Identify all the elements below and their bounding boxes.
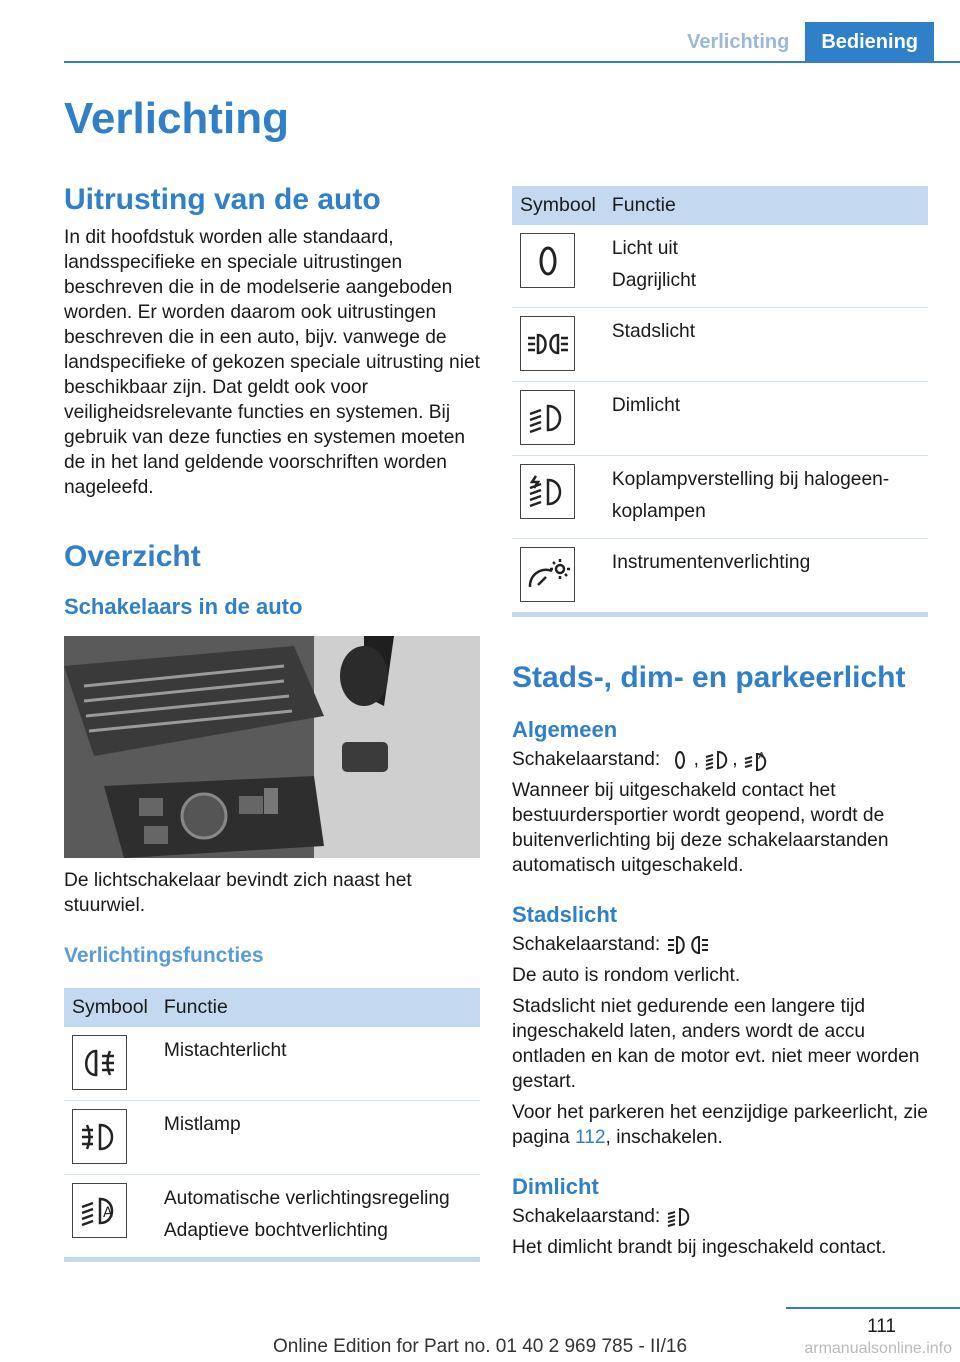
table-row (512, 225, 928, 308)
parking-light-icon (666, 934, 710, 956)
table-row (512, 308, 928, 382)
function-text: Koplampverstelling bij halogeen-koplampen (604, 456, 928, 539)
col-header-symbol: Symbool (64, 988, 156, 1027)
subtitle-low-beam: Dimlicht (512, 1174, 599, 1199)
photo-caption: De lichtschakelaar bevindt zich naast het stuurwiel. (64, 870, 412, 916)
low-beam-paragraph: Het dimlicht brandt bij ingeschakeld contact. (512, 1237, 887, 1258)
headlight-range-icon (520, 464, 575, 519)
table-row (512, 382, 928, 456)
fog-lamp-icon (72, 1109, 127, 1164)
left-column (64, 183, 480, 1262)
footer-rule (786, 1307, 960, 1309)
table-row (64, 1027, 480, 1101)
equipment-paragraph: In dit hoofdstuk worden alle standaard, landsspecifieke en speciale uitrustingen beschreven die in de modelserie aangeboden worden. Er worden daarom ook uitrustingen beschreven die in een auto, bijv. vanwege de landspecifieke of gekozen speciale uitrusting niet beschikbaar zijn. Dat geldt ook voor veiligheidsrelevante functies en systemen. Bij gebruik van deze functies en systemen moeten de in het land geldende voorschriften worden nageleefd. (64, 227, 480, 498)
subtitle-light-functions: Verlichtingsfuncties (64, 944, 264, 967)
tab-verlichting[interactable]: Verlichting (687, 31, 790, 53)
parking-paragraph-2: Stadslicht niet gedurende een langere tijd ingeschakeld laten, anders wordt de accu ontladen en kan de motor evt. niet meer worden gestart. (512, 996, 920, 1092)
table-header (512, 186, 928, 225)
function-text: Automatische verlichtingsregeling Adaptieve bochtverlichting (163, 1188, 450, 1241)
light-functions-table-left (64, 988, 480, 1257)
function-text: Licht uit Dagrijlicht (604, 225, 928, 308)
svg-text:A: A (757, 750, 765, 762)
table-header (64, 988, 480, 1027)
light-off-icon (520, 233, 575, 288)
switch-positions-line: Schakelaarstand: , , A (512, 747, 928, 772)
switch-position-low-beam: Schakelaarstand: (512, 1204, 928, 1229)
edition-line: Online Edition for Part no. 01 40 2 969 785 - II/16 (272, 1336, 688, 1357)
page-link-112[interactable]: 112 (574, 1127, 606, 1148)
light-functions-table-right (512, 186, 928, 612)
light-off-icon (666, 749, 694, 771)
general-paragraph: Wanneer bij uitgeschakeld contact het bestuurdersportier wordt geopend, wordt de buitenverlichting bij deze schakelaarstanden automatisch uitgeschakeld. (512, 780, 889, 876)
subtitle-parking-light: Stadslicht (512, 902, 618, 927)
dashboard-illustration (64, 636, 480, 858)
tab-bediening[interactable]: Bediening (805, 22, 934, 62)
chapter-tabs (671, 22, 934, 62)
function-text: Mistlamp (156, 1101, 480, 1175)
subtitle-switches: Schakelaars in de auto (64, 594, 303, 619)
parking-paragraph-3: Voor het parkeren het eenzijdige parkeerlicht, zie pagina 112, inschakelen. (512, 1102, 928, 1148)
subtitle-general: Algemeen (512, 717, 618, 742)
function-text: Instrumentenverlichting (611, 552, 811, 573)
function-text: Mistachterlicht (156, 1027, 480, 1101)
section-title-equipment: Uitrusting van de auto (64, 183, 381, 216)
page-title: Verlichting (64, 94, 289, 143)
table-bottom-rule (512, 612, 928, 617)
light-switch-photo (64, 636, 480, 858)
col-header-function: Functie (156, 988, 480, 1027)
col-header-function: Functie (604, 186, 928, 225)
automatic-headlight-icon (72, 1183, 127, 1238)
table-row (64, 1175, 480, 1258)
function-text: Stadslicht (604, 308, 928, 382)
table-row (512, 456, 928, 539)
rear-fog-light-icon (72, 1035, 127, 1090)
automatic-headlight-icon (743, 749, 771, 771)
section-title-lights: Stads-, dim- en parkeerlicht (512, 661, 906, 694)
low-beam-icon (520, 390, 575, 445)
table-bottom-rule (64, 1257, 480, 1262)
switch-position-parking: Schakelaarstand: (512, 932, 928, 957)
svg-text:A: A (102, 1204, 113, 1221)
table-row (64, 1101, 480, 1175)
low-beam-icon (666, 1206, 694, 1228)
right-column (512, 186, 928, 1260)
function-text: Dimlicht (604, 382, 928, 456)
watermark: armanualsonline.info (804, 1340, 952, 1357)
table-row (512, 539, 928, 613)
instrument-lighting-icon (520, 547, 575, 602)
parking-light-icon (520, 316, 575, 371)
page-number: 111 (867, 1316, 896, 1337)
col-header-symbol: Symbool (512, 186, 604, 225)
section-title-overview: Overzicht (64, 540, 201, 573)
low-beam-icon (704, 749, 732, 771)
parking-paragraph-1: De auto is rondom verlicht. (512, 965, 741, 986)
